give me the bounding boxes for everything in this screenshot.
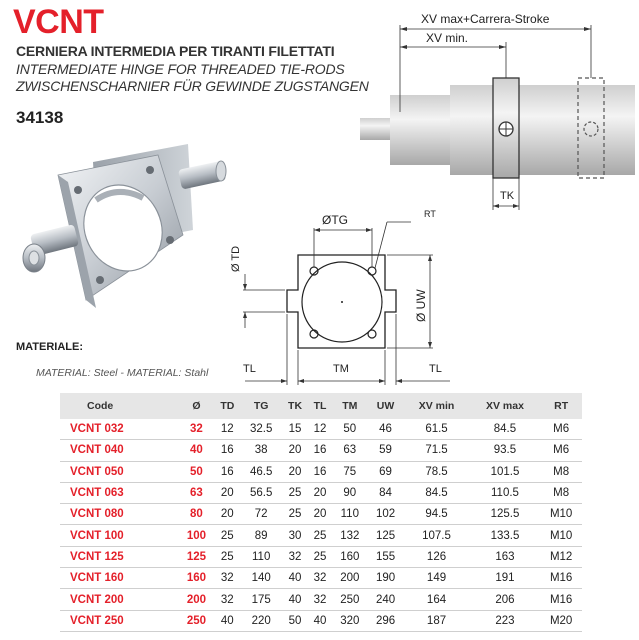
table-cell: 59 <box>368 440 404 461</box>
tg-label: ØTG <box>322 213 348 227</box>
table-cell: 75 <box>332 461 368 482</box>
table-cell: 190 <box>368 568 404 589</box>
table-cell: 78.5 <box>403 461 469 482</box>
table-cell: 163 <box>470 546 541 567</box>
table-cell: 50 <box>179 461 215 482</box>
table-cell: 160 <box>332 546 368 567</box>
page-title: VCNT <box>13 3 104 41</box>
table-cell: 84.5 <box>403 482 469 503</box>
table-cell: VCNT 032 <box>60 419 179 440</box>
table-cell: 16 <box>214 461 240 482</box>
table-cell: VCNT 080 <box>60 504 179 525</box>
specifications-table <box>60 393 582 632</box>
table-cell: 191 <box>470 568 541 589</box>
table-cell: M16 <box>540 568 582 589</box>
table-row <box>60 568 582 589</box>
table-cell: M6 <box>540 440 582 461</box>
table-row <box>60 546 582 567</box>
table-cell: 25 <box>282 482 308 503</box>
table-cell: 125 <box>368 525 404 546</box>
cylinder-barrel <box>450 85 635 175</box>
table-cell: 12 <box>214 419 240 440</box>
table-cell: 80 <box>179 504 215 525</box>
table-cell: 20 <box>214 504 240 525</box>
table-cell: 89 <box>240 525 282 546</box>
table-cell: M10 <box>540 504 582 525</box>
table-row <box>60 419 582 440</box>
table-cell: 320 <box>332 610 368 631</box>
table-cell: 32 <box>214 568 240 589</box>
front-head <box>390 95 450 165</box>
article-code: 34138 <box>16 108 64 127</box>
xv-max-label: XV max+Carrera-Stroke <box>421 12 550 26</box>
table-cell: 16 <box>308 461 332 482</box>
table-cell: 110.5 <box>470 482 541 503</box>
table-cell: 32 <box>214 589 240 610</box>
table-cell: 46.5 <box>240 461 282 482</box>
table-cell: 50 <box>282 610 308 631</box>
table-cell: 175 <box>240 589 282 610</box>
table-cell: M16 <box>540 589 582 610</box>
materials-text: MATERIAL: Steel - MATERIAL: Stahl <box>36 367 209 379</box>
table-cell: 61.5 <box>403 419 469 440</box>
table-body <box>60 419 582 631</box>
table-cell: 101.5 <box>470 461 541 482</box>
table-cell: 63 <box>332 440 368 461</box>
table-row <box>60 525 582 546</box>
table-cell: 160 <box>179 568 215 589</box>
table-cell: 40 <box>282 568 308 589</box>
table-cell: 240 <box>368 589 404 610</box>
table-cell: M12 <box>540 546 582 567</box>
table-cell: 40 <box>308 610 332 631</box>
table-cell: 25 <box>308 525 332 546</box>
tie-rod-hole <box>96 276 104 284</box>
table-row <box>60 440 582 461</box>
table-row <box>60 610 582 631</box>
table-row <box>60 482 582 503</box>
table-cell: 32 <box>179 419 215 440</box>
table-cell: VCNT 125 <box>60 546 179 567</box>
table-cell: 25 <box>214 525 240 546</box>
column-header: TM <box>332 393 368 419</box>
subtitle-german: ZWISCHENSCHARNIER FÜR GEWINDE ZUGSTANGEN <box>16 78 369 94</box>
table-cell: M8 <box>540 482 582 503</box>
column-header: XV max <box>470 393 541 419</box>
table-cell: 84.5 <box>470 419 541 440</box>
table-cell: 155 <box>368 546 404 567</box>
table-cell: 187 <box>403 610 469 631</box>
table-cell: 100 <box>179 525 215 546</box>
table-cell: M10 <box>540 525 582 546</box>
subtitle-italian: CERNIERA INTERMEDIA PER TIRANTI FILETTATI <box>16 43 335 59</box>
column-header: XV min <box>403 393 469 419</box>
table-cell: 69 <box>368 461 404 482</box>
tie-rod-hole <box>74 186 82 194</box>
table-cell: 140 <box>240 568 282 589</box>
table-cell: 20 <box>308 504 332 525</box>
table-cell: VCNT 040 <box>60 440 179 461</box>
table-cell: 125 <box>179 546 215 567</box>
table-cell: 32 <box>282 546 308 567</box>
right-pin-end <box>216 161 226 181</box>
table-cell: 12 <box>308 419 332 440</box>
table-cell: 90 <box>332 482 368 503</box>
table-cell: 206 <box>470 589 541 610</box>
table-row <box>60 589 582 610</box>
table-cell: M20 <box>540 610 582 631</box>
tk-label: TK <box>500 190 515 202</box>
table-cell: 125.5 <box>470 504 541 525</box>
table-cell: 20 <box>214 482 240 503</box>
table-cell: 25 <box>282 504 308 525</box>
column-header: Ø <box>179 393 215 419</box>
table-cell: 20 <box>282 440 308 461</box>
left-pin-end-chamfer <box>29 251 39 265</box>
table-cell: 38 <box>240 440 282 461</box>
table-cell: 16 <box>214 440 240 461</box>
table-header-row <box>60 393 582 419</box>
front-view-diagram <box>225 200 465 385</box>
table-cell: 20 <box>282 461 308 482</box>
table-cell: 250 <box>179 610 215 631</box>
tm-label: TM <box>333 363 349 375</box>
table-cell: 164 <box>403 589 469 610</box>
table-cell: 102 <box>368 504 404 525</box>
table-cell: VCNT 050 <box>60 461 179 482</box>
table-cell: VCNT 250 <box>60 610 179 631</box>
table-cell: 200 <box>179 589 215 610</box>
uw-label: Ø UW <box>414 289 428 322</box>
table-row <box>60 504 582 525</box>
table-cell: 30 <box>282 525 308 546</box>
table-cell: VCNT 063 <box>60 482 179 503</box>
table-cell: 93.5 <box>470 440 541 461</box>
table-cell: 110 <box>332 504 368 525</box>
column-header: TD <box>214 393 240 419</box>
column-header: TL <box>308 393 332 419</box>
product-image <box>18 140 233 330</box>
table-cell: 25 <box>308 546 332 567</box>
table-cell: 133.5 <box>470 525 541 546</box>
table-cell: 40 <box>214 610 240 631</box>
column-header: TK <box>282 393 308 419</box>
td-label: Ø TD <box>230 245 242 272</box>
tie-rod-hole <box>146 166 154 174</box>
table-cell: 110 <box>240 546 282 567</box>
table-cell: 25 <box>214 546 240 567</box>
column-header: Code <box>60 393 179 419</box>
table-cell: 94.5 <box>403 504 469 525</box>
subtitle-english: INTERMEDIATE HINGE FOR THREADED TIE-RODS <box>16 61 345 77</box>
table-cell: 84 <box>368 482 404 503</box>
xv-min-label: XV min. <box>426 31 469 45</box>
table-cell: 32 <box>308 589 332 610</box>
table-cell: M8 <box>540 461 582 482</box>
table-cell: 132 <box>332 525 368 546</box>
table-cell: 20 <box>308 482 332 503</box>
table-cell: 296 <box>368 610 404 631</box>
table-cell: 40 <box>179 440 215 461</box>
materials-title: MATERIALE: <box>16 341 84 353</box>
table-cell: 32 <box>308 568 332 589</box>
table-cell: M6 <box>540 419 582 440</box>
table-cell: 223 <box>470 610 541 631</box>
table-cell: 149 <box>403 568 469 589</box>
table-cell: 15 <box>282 419 308 440</box>
column-header: RT <box>540 393 582 419</box>
tl-right-label: TL <box>429 363 442 375</box>
table-row <box>60 461 582 482</box>
table-cell: 220 <box>240 610 282 631</box>
tl-left-label: TL <box>243 363 256 375</box>
table-cell: 32.5 <box>240 419 282 440</box>
table-cell: 46 <box>368 419 404 440</box>
table-cell: VCNT 100 <box>60 525 179 546</box>
tie-rod-hole <box>166 236 174 244</box>
side-view-diagram <box>350 0 639 215</box>
rt-label: RT <box>424 209 436 219</box>
table-cell: VCNT 160 <box>60 568 179 589</box>
table-cell: 16 <box>308 440 332 461</box>
table-cell: 56.5 <box>240 482 282 503</box>
table-cell: 40 <box>282 589 308 610</box>
table-cell: 107.5 <box>403 525 469 546</box>
table-cell: VCNT 200 <box>60 589 179 610</box>
table-cell: 200 <box>332 568 368 589</box>
table-cell: 63 <box>179 482 215 503</box>
table-cell: 71.5 <box>403 440 469 461</box>
table-cell: 50 <box>332 419 368 440</box>
table-cell: 126 <box>403 546 469 567</box>
column-header: UW <box>368 393 404 419</box>
column-header: TG <box>240 393 282 419</box>
table-cell: 250 <box>332 589 368 610</box>
table-cell: 72 <box>240 504 282 525</box>
